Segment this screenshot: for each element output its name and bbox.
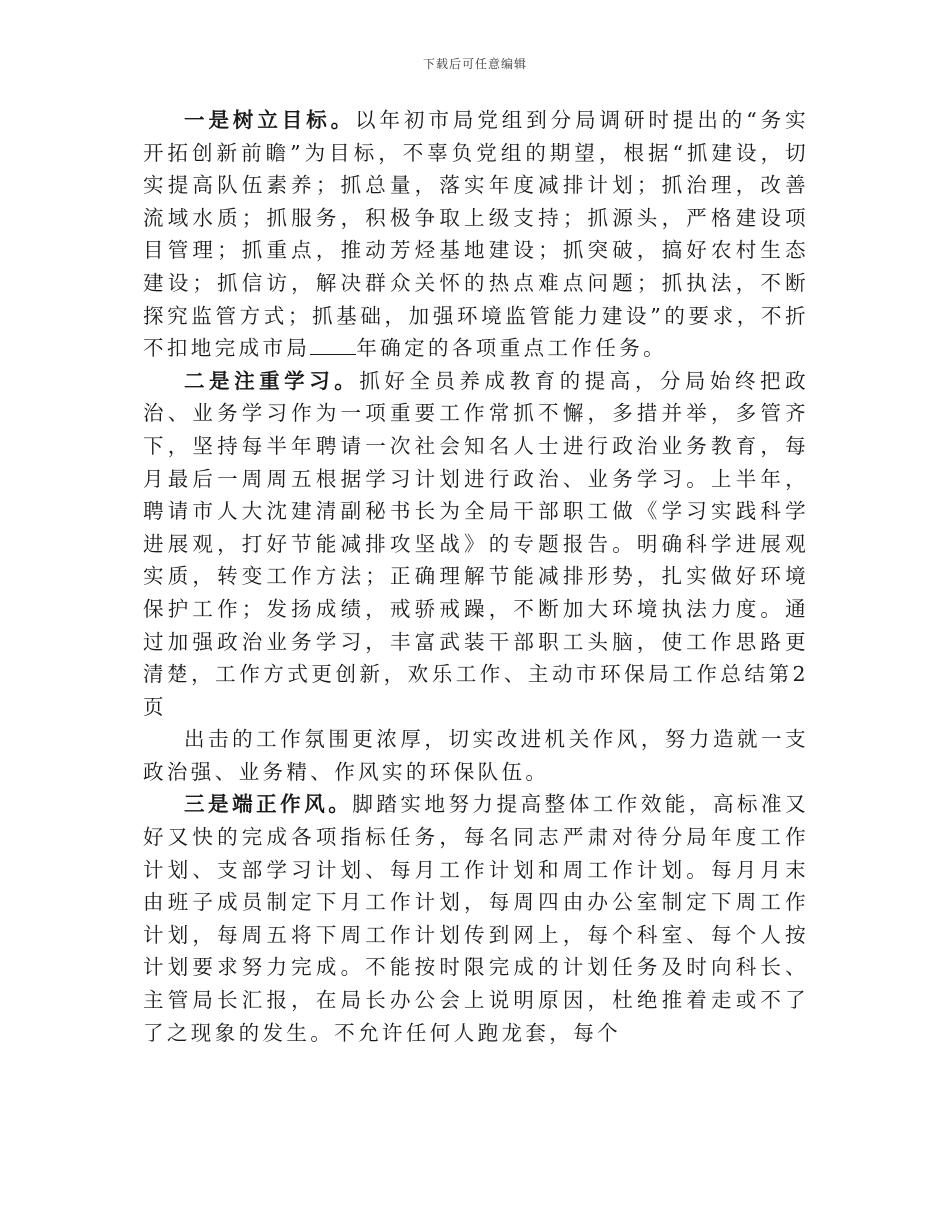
paragraph-text: 脚踏实地努力提高整体工作效能，高标准又好又快的完成各项指标任务，每名同志严肃对待分局年度工作计划、支部学习计划、每月工作计划和周工作计划。每月月末由班子成员制定下月工作计划，每周四由办公室制定下周工作计划，每周五将下周工作计划传到网上，每个科室、每个人按计划要求努力完成。不能按时限完成的计划任务及时向科长、主管局长汇报，在局长办公会上说明原因，杜绝推着走或不了了之现象的发生。不允许任何人跑龙套，每个 — [143, 792, 809, 1045]
paragraph-style — [143, 788, 809, 1049]
paragraph-lead: 三是端正作风。 — [184, 792, 353, 817]
paragraph-study — [143, 365, 809, 724]
paragraph-text: 抓好全员养成教育的提高，分局始终把政治、业务学习作为一项重要工作常抓不懈，多措并举，多管齐下，坚持每半年聘请一次社会知名人士进行政治业务教育，每月最后一周周五根据学习计划进行政治、业务学习。上半年，聘请市人大沈建清副秘书长为全局干部职工做《学习实践科学进展观，打好节能减排攻坚战》的专题报告。明确科学进展观实质，转变工作方法；正确理解节能减排形势，扎实做好环境保护工作；发扬成绩，戒骄戒躁，不断加大环境执法力度。通过加强政治业务学习，丰富武装干部职工头脑，使工作思路更清楚，工作方式更创新，欢乐工作、主动市环保局工作总结第2页 — [143, 368, 809, 719]
paragraph-text: 以年初市局党组到分局调研时提出的“务实开拓创新前瞻”为目标，不辜负党组的期望，根据“抓建设，切实提高队伍素养；抓总量，落实年度减排计划；抓治理，改善流域水质；抓服务，积极争取上级支持；抓源头，严格建设项目管理；抓重点，推动芳烃基地建设；抓突破，搞好农村生态建设；抓信访，解决群众关怀的热点难点问题；抓执法，不断探究监管方式；抓基础，加强环境监管能力建设”的要求，不折不扣地完成市局 — [143, 108, 809, 361]
paragraph-lead: 二是注重学习。 — [184, 368, 360, 393]
document-body — [143, 104, 809, 1049]
paragraph-text: 出击的工作氛围更浓厚，切实改进机关作风，努力造就一支政治强、业务精、作风实的环保队伍。 — [143, 727, 809, 784]
page-header: 下载后可任意编辑 — [422, 57, 527, 71]
paragraph-text: 年确定的各项重点工作任务。 — [356, 336, 668, 361]
paragraph-goals — [143, 104, 809, 365]
fill-in-blank — [310, 334, 356, 355]
paragraph-continuation — [143, 723, 809, 788]
paragraph-lead: 一是树立目标。 — [184, 108, 356, 132]
